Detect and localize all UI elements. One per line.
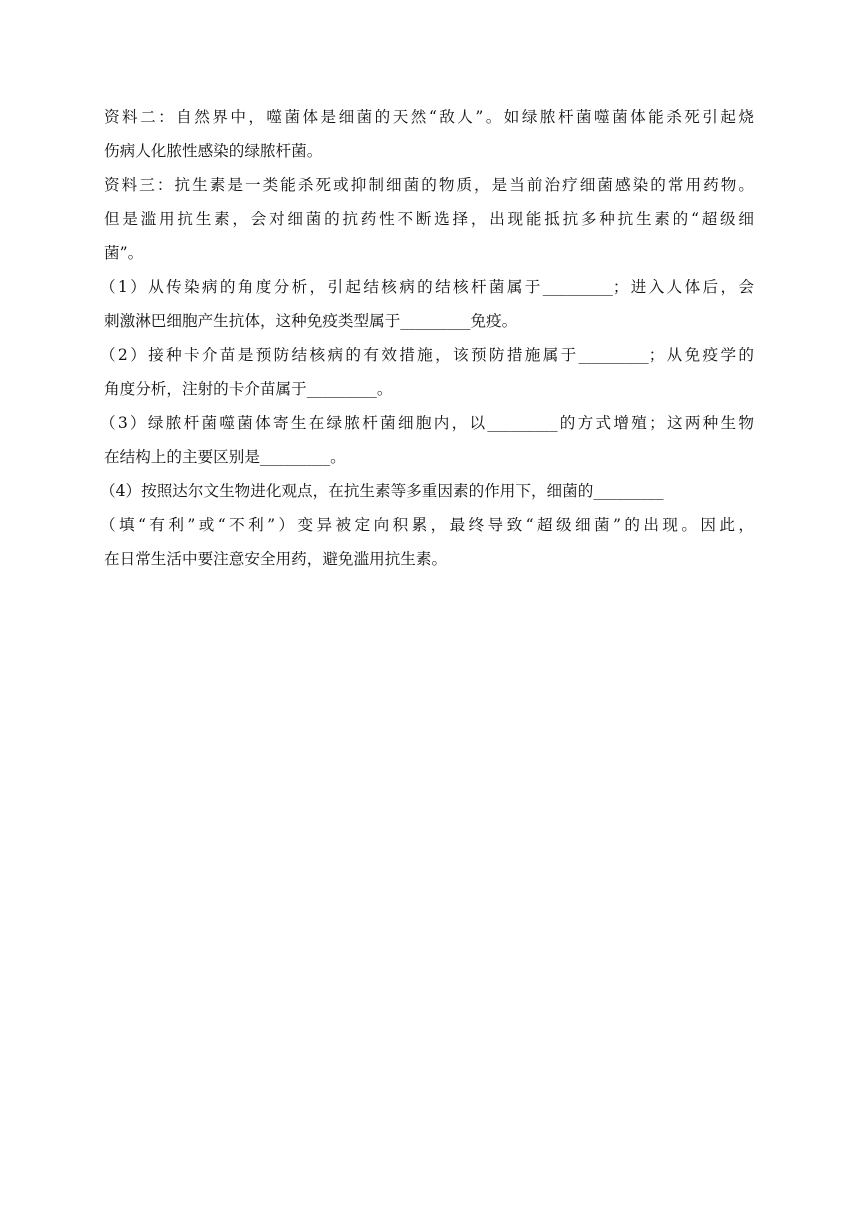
text-line: 在日常生活中要注意安全用药，避免滥用抗生素。 — [104, 550, 448, 568]
material-3-paragraph — [104, 168, 754, 270]
text-line: 在结构上的主要区别是_________。 — [104, 448, 346, 466]
material-2-paragraph — [104, 100, 754, 168]
text-line: （2）接种卡介苗是预防结核病的有效措施，该预防措施属于_________；从免疫学的 — [100, 346, 754, 364]
question-1 — [100, 270, 754, 338]
text-line: （4）按照达尔文生物进化观点，在抗生素等多重因素的作用下，细菌的_________ — [100, 482, 664, 500]
text-line: 菌”。 — [104, 244, 144, 262]
document-body — [100, 100, 754, 576]
question-2 — [100, 338, 754, 406]
question-4 — [100, 474, 754, 576]
text-line: 资料二：自然界中，噬菌体是细菌的天然“敌人”。如绿脓杆菌噬菌体能杀死引起烧 — [104, 108, 754, 126]
text-line: 伤病人化脓性感染的绿脓杆菌。 — [104, 142, 323, 160]
text-line: （3）绿脓杆菌噬菌体寄生在绿脓杆菌细胞内，以_________的方式增殖；这两种生物 — [100, 414, 754, 432]
text-line: 角度分析，注射的卡介苗属于_________。 — [104, 380, 393, 398]
text-line: （1）从传染病的角度分析，引起结核病的结核杆菌属于_________；进入人体后，会 — [100, 278, 754, 296]
text-line: 资料三：抗生素是一类能杀死或抑制细菌的物质，是当前治疗细菌感染的常用药物。 — [104, 176, 754, 194]
text-line: 但是滥用抗生素，会对细菌的抗药性不断选择，出现能抵抗多种抗生素的“超级细 — [104, 210, 754, 228]
text-line: （填“有利”或“不利”）变异被定向积累，最终导致“超级细菌”的出现。因此， — [100, 516, 754, 534]
question-3 — [100, 406, 754, 474]
text-line: 刺激淋巴细胞产生抗体，这种免疫类型属于_________免疫。 — [104, 312, 518, 330]
